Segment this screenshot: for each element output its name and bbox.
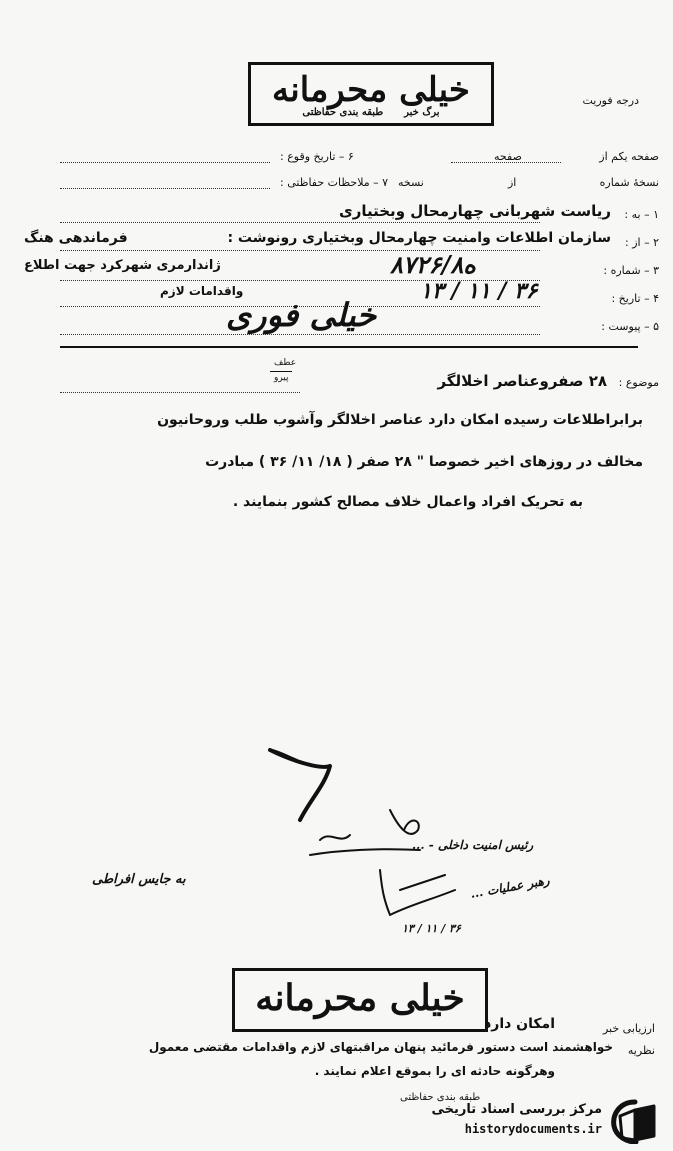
staff-signature-date: ۱۳ / ۱۱ / ۳۶ <box>402 922 461 935</box>
stamp-top <box>248 62 494 126</box>
body-line-3: به تحریک افراد واعمال خلاف مصالح کشور بنمایند . <box>232 494 583 510</box>
watermark-site: historydocuments.ir <box>464 1122 602 1136</box>
chief-signature: رئیس امنیت داخلی - ... <box>412 838 534 852</box>
opinion-line-1: خواهشمند است دستور فرمائید پنهان مراقبتهای لازم واقدامات مقتضی معمول <box>148 1040 613 1054</box>
field-number-value: ۸۷۲۶/۸ه <box>390 250 476 279</box>
archive-logo-icon <box>610 1098 660 1144</box>
opinion-label: نظریه <box>627 1044 655 1057</box>
stamp-top-subtitle <box>251 107 491 119</box>
stamp-top-sub-right: برگ خبر <box>404 107 440 118</box>
priority-label: درجه فوریت <box>582 94 639 107</box>
copy-number-label: نسخهٔ شماره <box>599 176 659 189</box>
field-from-value2: فرماندهی هنگ <box>24 230 128 246</box>
date-event-dots <box>60 162 270 163</box>
body-line-1: برابراطلاعات رسیده امکان دارد عناصر اخلالگر وآشوب طلب وروحانیون <box>157 412 643 428</box>
header-divider <box>60 346 638 348</box>
watermark <box>408 1096 668 1146</box>
security-notes-dots <box>60 188 270 189</box>
page-count-label: صفحه یکم از <box>599 150 659 163</box>
stamp-top-sub-left: طبقه بندی حفاظتی <box>302 107 384 118</box>
field-to-dots <box>60 222 540 223</box>
field-attach-dots <box>60 334 540 335</box>
left-note: به جایس افراطی <box>92 872 186 887</box>
copy-number-suffix: نسخه <box>398 176 424 189</box>
subject-ref-bottom: پیرو <box>274 373 289 383</box>
subject-ref-line <box>270 371 292 372</box>
security-notes-label: ۷ – ملاحظات حفاظتی : <box>280 176 389 189</box>
field-from-label: ۲ – از : <box>625 236 659 249</box>
field-attach-value: خیلی فوری <box>226 296 377 334</box>
field-number-extra: ژاندارمری شهرکرد جهت اطلاع <box>24 258 221 273</box>
field-to-value: ریاست شهربانی چهارمحال وبختیاری <box>338 202 611 220</box>
field-date-label: ۴ – تاریخ : <box>611 292 659 305</box>
page-count-suffix: صفحه <box>494 150 522 163</box>
assessment-value: امکان دارد <box>484 1016 555 1032</box>
date-event-label: ۶ – تاریخ وقوع : <box>280 150 354 163</box>
subject-value: ۲۸ صفروعناصر اخلالگر <box>437 372 607 390</box>
field-attach-label: ۵ – پیوست : <box>601 320 659 333</box>
subject-dots <box>60 392 300 393</box>
field-date-extra: واقدامات لازم <box>160 284 244 298</box>
assessment-label: ارزیابی خبر <box>602 1022 655 1035</box>
staff-signature-scribble <box>360 860 470 930</box>
security-class-label: طبقه بندی حفاظتی <box>400 1092 481 1103</box>
field-from-value: سازمان اطلاعات وامنیت چهارمحال وبختیاری رونوشت : <box>227 230 611 246</box>
watermark-title: مرکز بررسی اسناد تاریخی <box>431 1102 602 1117</box>
field-number-label: ۳ – شماره : <box>603 264 659 277</box>
body-line-2: مخالف در روزهای اخیر خصوصا " ۲۸ صفر ( ۱۸/ ۱۱/ ۳۶ ) مبادرت <box>205 454 643 470</box>
staff-signature: رهبر عملیات ... <box>469 873 551 901</box>
stamp-bottom: خیلی محرمانه <box>232 968 488 1032</box>
subject-ref-top: عطف <box>274 358 297 368</box>
opinion-line-2: وهرگونه حادثه ای را بموقع اعلام نمایند . <box>314 1064 555 1078</box>
copy-number-mid: از <box>508 176 517 189</box>
field-to-label: ۱ – به : <box>624 208 659 221</box>
field-date-value: ۱۳ / ۱۱ / ۳۶ <box>420 278 538 304</box>
stamp-top-title: خیلی محرمانه <box>272 70 470 110</box>
subject-label: موضوع : <box>618 376 659 389</box>
